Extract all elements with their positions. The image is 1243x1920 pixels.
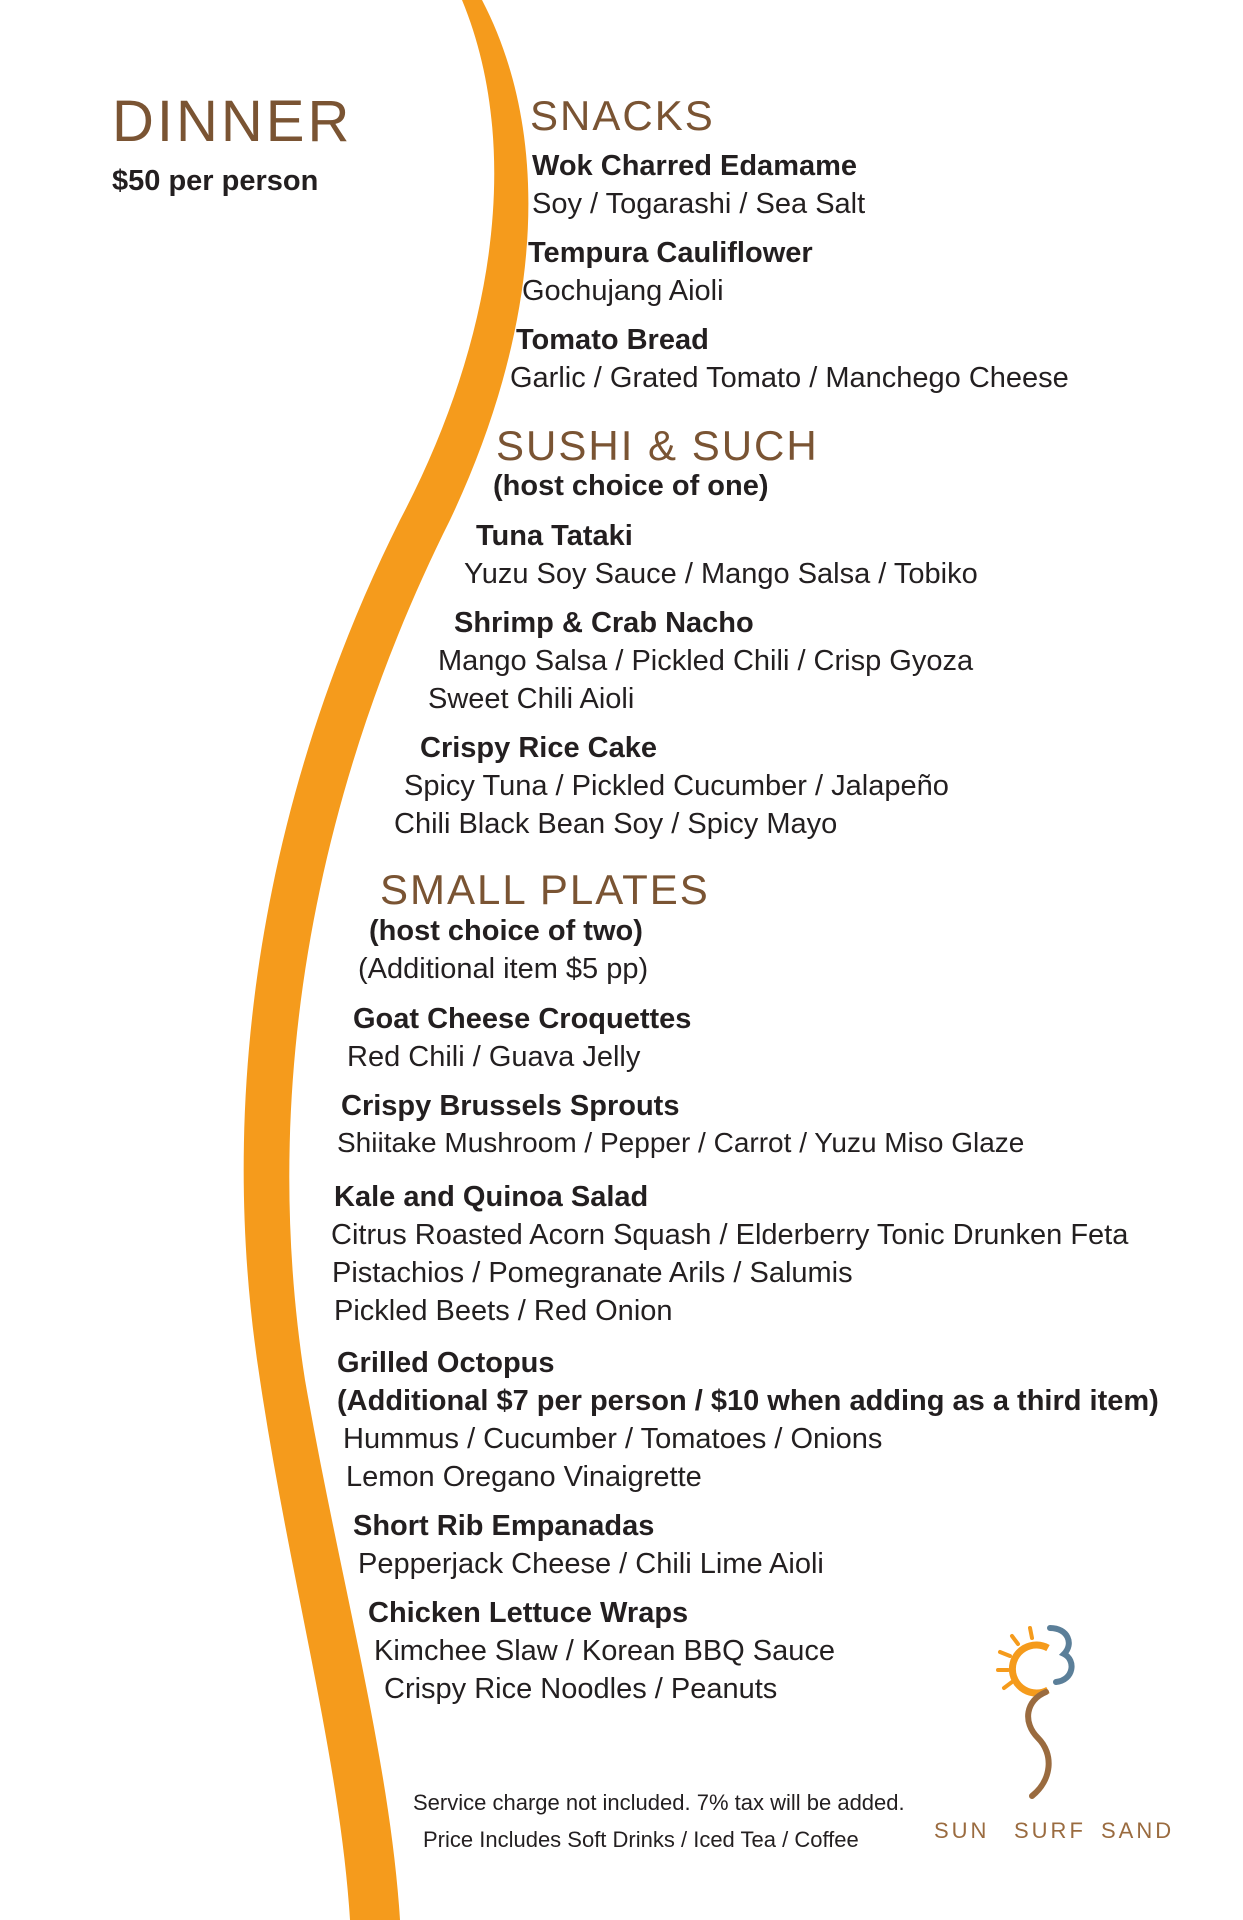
menu-item-name: Tomato Bread	[516, 324, 709, 356]
menu-item-name: Wok Charred Edamame	[532, 150, 858, 182]
footer-price-includes: Price Includes Soft Drinks / Iced Tea / Coffee	[423, 1827, 859, 1852]
menu-item-name: Kale and Quinoa Salad	[334, 1181, 649, 1213]
section-heading-small-plates: SMALL PLATES	[380, 866, 710, 913]
section-heading-snacks: SNACKS	[530, 92, 715, 139]
page-title: DINNER	[112, 89, 353, 154]
brand-word-sun: SUN	[934, 1818, 990, 1843]
menu-item-name: Goat Cheese Croquettes	[353, 1003, 692, 1035]
menu-item-description: Kimchee Slaw / Korean BBQ Sauce	[374, 1635, 836, 1667]
menu-item-description: Garlic / Grated Tomato / Manchego Cheese	[510, 362, 1069, 394]
price-per-person: $50 per person	[112, 165, 319, 197]
menu-item-description: Hummus / Cucumber / Tomatoes / Onions	[343, 1423, 883, 1455]
menu-item-description: Gochujang Aioli	[522, 275, 724, 307]
menu-item-description: Pepperjack Cheese / Chili Lime Aioli	[358, 1548, 824, 1580]
menu-item-name: Short Rib Empanadas	[353, 1510, 655, 1542]
footer-service-charge: Service charge not included. 7% tax will be added.	[413, 1790, 905, 1815]
menu-item-name: Tuna Tataki	[476, 520, 633, 552]
section-note: (host choice of two)	[369, 915, 643, 947]
menu-item-description: Lemon Oregano Vinaigrette	[346, 1461, 702, 1493]
menu-item-description: Chili Black Bean Soy / Spicy Mayo	[394, 808, 838, 840]
menu-item-description: Citrus Roasted Acorn Squash / Elderberry Tonic Drunken Feta	[331, 1219, 1129, 1251]
menu-item-description: Pistachios / Pomegranate Arils / Salumis	[332, 1257, 853, 1289]
menu-item-description: Mango Salsa / Pickled Chili / Crisp Gyoza	[438, 645, 974, 677]
menu-item-name: Grilled Octopus	[337, 1347, 555, 1379]
menu-item-description: Pickled Beets / Red Onion	[334, 1295, 673, 1327]
menu-item-name: Shrimp & Crab Nacho	[454, 607, 754, 639]
menu-item-name: Crispy Rice Cake	[420, 732, 657, 764]
menu-item-name: Crispy Brussels Sprouts	[341, 1090, 680, 1122]
section-note-additional: (Additional item $5 pp)	[358, 953, 649, 985]
sun-surf-sand-logo-icon	[990, 1620, 1090, 1810]
menu-item-name: Tempura Cauliflower	[528, 237, 813, 269]
brand-word-sand: SAND	[1101, 1818, 1175, 1843]
menu-item-upcharge-note: (Additional $7 per person / $10 when adding as a third item)	[337, 1385, 1159, 1417]
menu-item-name: Chicken Lettuce Wraps	[368, 1597, 689, 1629]
menu-item-description: Soy / Togarashi / Sea Salt	[532, 188, 866, 220]
menu-item-description: Spicy Tuna / Pickled Cucumber / Jalapeño	[404, 770, 949, 802]
section-note: (host choice of one)	[493, 470, 769, 502]
menu-item-description: Sweet Chili Aioli	[428, 683, 635, 715]
menu-item-description: Shiitake Mushroom / Pepper / Carrot / Yuzu Miso Glaze	[337, 1127, 1025, 1158]
brand-word-surf: SURF	[1014, 1818, 1086, 1843]
menu-item-description: Crispy Rice Noodles / Peanuts	[384, 1673, 778, 1705]
menu-item-description: Yuzu Soy Sauce / Mango Salsa / Tobiko	[464, 558, 978, 590]
section-heading-sushi: SUSHI & SUCH	[496, 422, 819, 469]
menu-item-description: Red Chili / Guava Jelly	[347, 1041, 641, 1073]
